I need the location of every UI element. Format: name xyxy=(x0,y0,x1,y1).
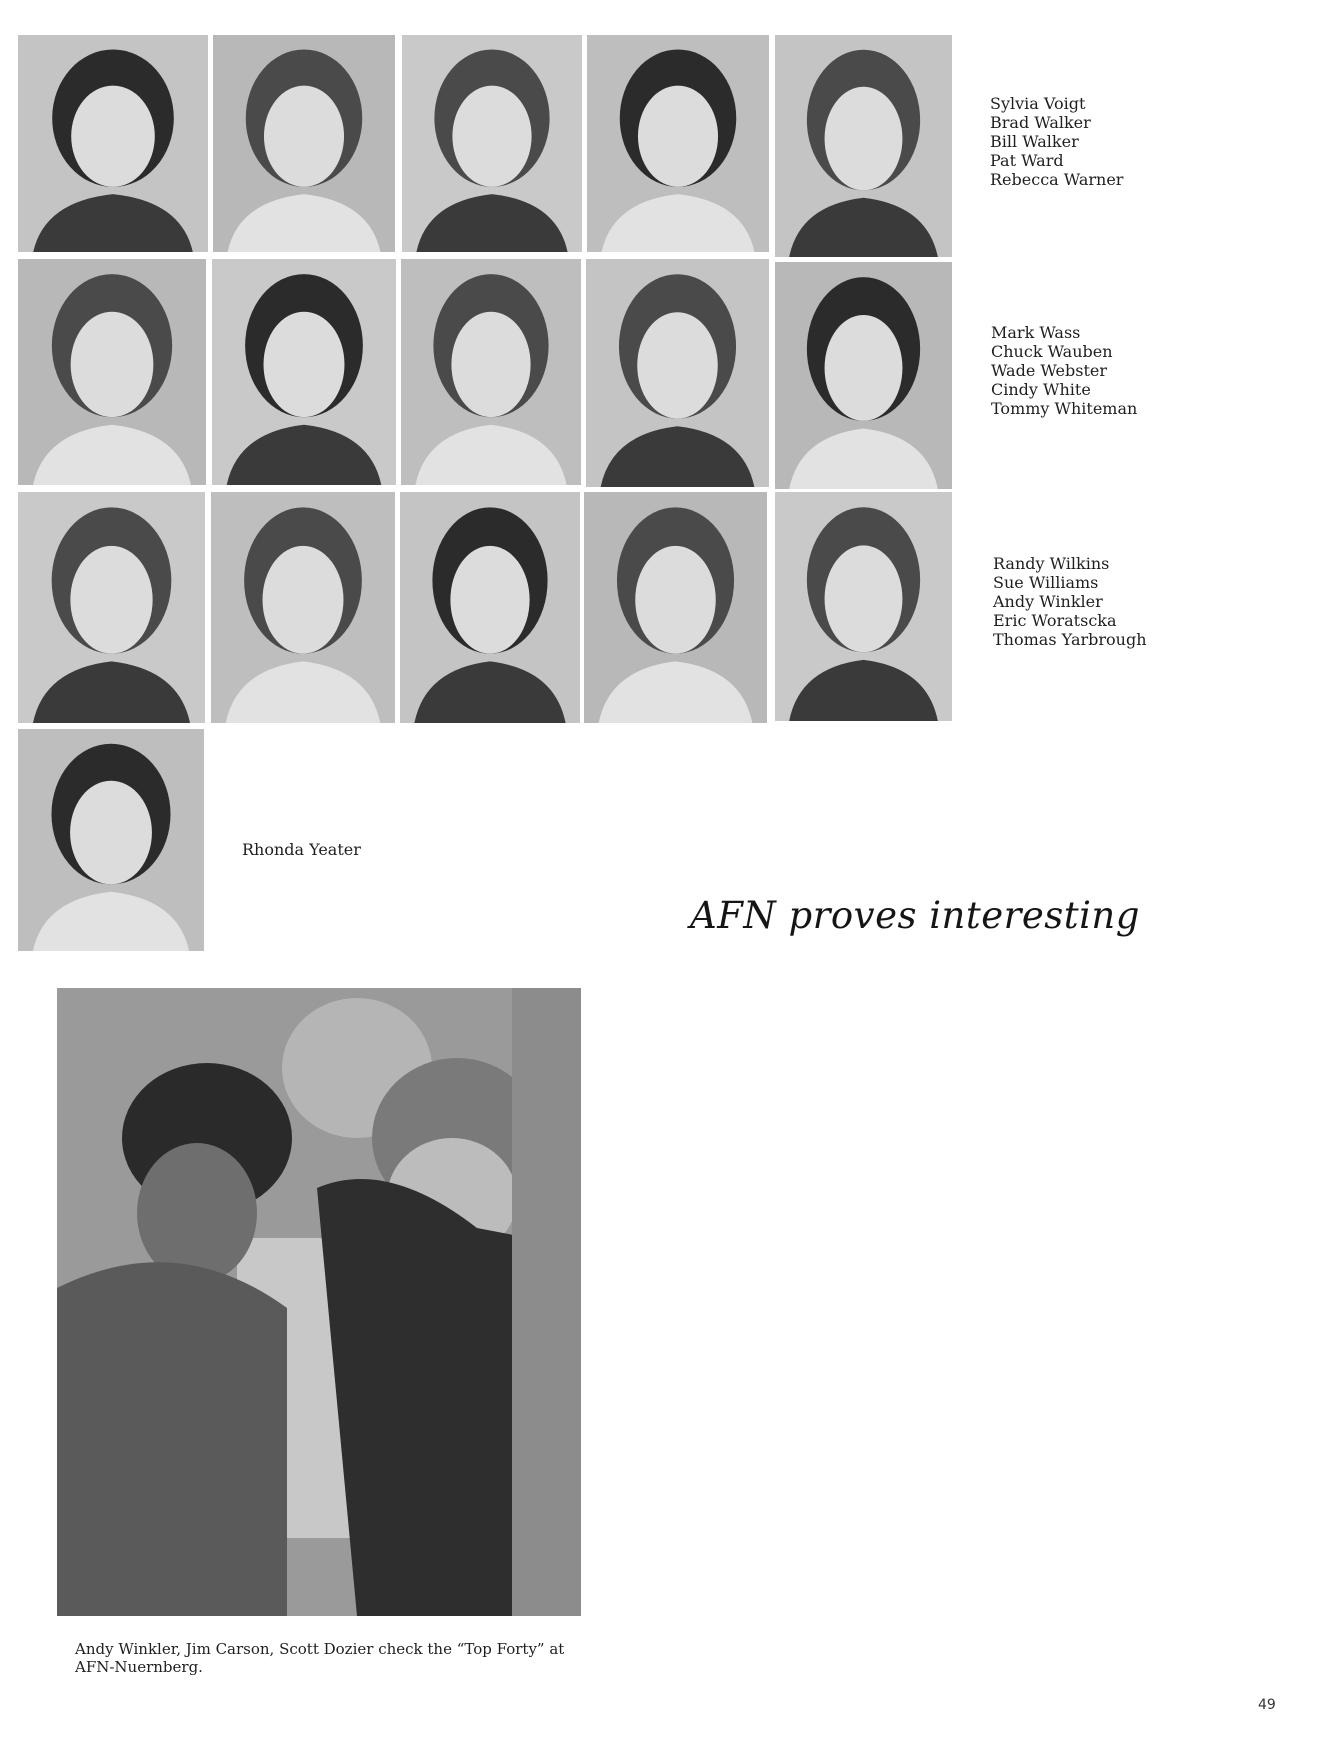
portrait-wade-webster xyxy=(401,259,581,485)
portrait-sylvia-voigt xyxy=(18,35,208,252)
name-item: Andy Winkler xyxy=(993,592,1103,611)
name-item: Cindy White xyxy=(991,380,1091,399)
portrait-silhouette xyxy=(18,492,205,723)
name-item: Tommy Whiteman xyxy=(991,399,1138,418)
name-item: Wade Webster xyxy=(991,361,1107,380)
portrait-randy-wilkins xyxy=(18,492,205,723)
portrait-silhouette xyxy=(400,492,580,723)
portrait-silhouette xyxy=(586,259,769,487)
portrait-cindy-white xyxy=(586,259,769,487)
portrait-silhouette xyxy=(211,492,395,723)
portrait-sue-williams xyxy=(211,492,395,723)
portrait-silhouette xyxy=(584,492,767,723)
names-row-2 xyxy=(991,323,1137,418)
name-rhonda-yeater: Rhonda Yeater xyxy=(242,840,361,859)
name-item: Eric Woratscka xyxy=(993,611,1117,630)
portrait-pat-ward xyxy=(587,35,769,252)
portrait-eric-woratscka xyxy=(584,492,767,723)
name-item: Pat Ward xyxy=(990,151,1064,170)
name-item: Sue Williams xyxy=(993,573,1099,592)
photo-caption: Andy Winkler, Jim Carson, Scott Dozier check the “Top Forty” at AFN-Nuernberg. xyxy=(75,1640,565,1676)
name-item: Thomas Yarbrough xyxy=(993,630,1147,649)
portrait-brad-walker xyxy=(213,35,395,252)
portrait-silhouette xyxy=(18,35,208,252)
portrait-silhouette xyxy=(775,492,952,721)
portrait-silhouette xyxy=(775,35,952,257)
name-item: Brad Walker xyxy=(990,113,1091,132)
names-row-1 xyxy=(990,94,1123,189)
portrait-silhouette xyxy=(402,35,582,252)
portrait-silhouette xyxy=(587,35,769,252)
portrait-andy-winkler xyxy=(400,492,580,723)
group-photo xyxy=(57,988,581,1616)
portrait-rebecca-warner xyxy=(775,35,952,257)
article-headline: AFN proves interesting xyxy=(690,894,1140,937)
portrait-rhonda-yeater xyxy=(18,729,204,951)
portrait-silhouette xyxy=(18,729,204,951)
portrait-chuck-wauben xyxy=(212,259,396,485)
portrait-bill-walker xyxy=(402,35,582,252)
name-item: Chuck Wauben xyxy=(991,342,1113,361)
portrait-silhouette xyxy=(212,259,396,485)
names-row-3 xyxy=(993,554,1147,649)
portrait-silhouette xyxy=(401,259,581,485)
name-item: Randy Wilkins xyxy=(993,554,1110,573)
group-photo-scene xyxy=(57,988,581,1616)
name-item: Bill Walker xyxy=(990,132,1079,151)
portrait-silhouette xyxy=(18,259,206,485)
name-item: Rebecca Warner xyxy=(990,170,1124,189)
name-item: Sylvia Voigt xyxy=(990,94,1086,113)
portrait-silhouette xyxy=(775,262,952,489)
name-item: Mark Wass xyxy=(991,323,1081,342)
portrait-thomas-yarbrough xyxy=(775,492,952,721)
page-number: 49 xyxy=(1258,1697,1276,1713)
portrait-silhouette xyxy=(213,35,395,252)
portrait-tommy-whiteman xyxy=(775,262,952,489)
portrait-mark-wass xyxy=(18,259,206,485)
